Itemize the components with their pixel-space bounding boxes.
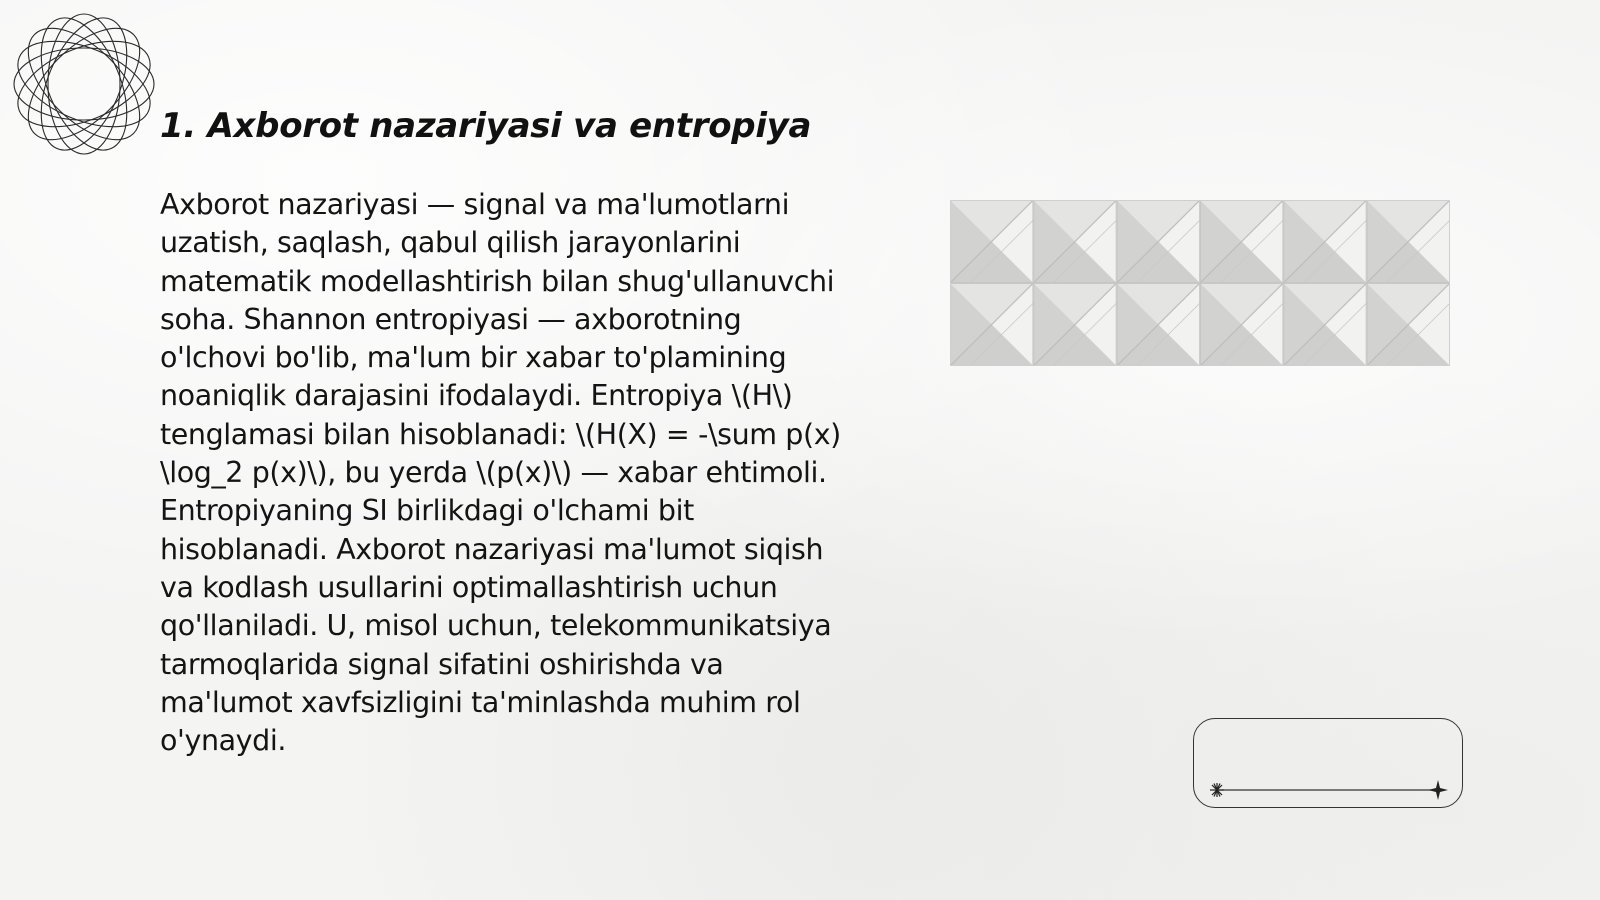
slide-title: 1. Axborot nazariyasi va entropiya [160,106,812,146]
sparkle-star-icon [1428,780,1448,800]
decorative-divider-line [1205,778,1451,802]
geometric-tile-pattern [950,200,1450,366]
starburst-icon [1210,783,1224,797]
slide-body-text: Axborot nazariyasi — signal va ma'lumotlarni uzatish, saqlash, qabul qilish jarayonlarini matematik modellashtirish bilan shug'ullanuvchi soha. Shannon entropiyasi — axborotning o'lchovi bo'lib, ma'lum bir xabar to'plamining noaniqlik darajasini ifodalaydi. Entropiya \(H\) tenglamasi bilan hisoblanadi: \(H(X) = -\sum p(x) \log_2 p(x)\), bu yerda \(p(x)\) — xabar ehtimoli. Entropiyaning SI birlikdagi o'lchami bit hisoblanadi. Axborot nazariyasi ma'lumot siqish va kodlash usullarini optimallashtirish uchun qo'llaniladi. U, misol uchun, telekommunikatsiya tarmoqlarida signal sifatini oshirishda va ma'lumot xavfsizligini ta'minlashda muhim rol o'ynaydi. [160,188,841,758]
rosette-ornament-icon [10,10,158,158]
